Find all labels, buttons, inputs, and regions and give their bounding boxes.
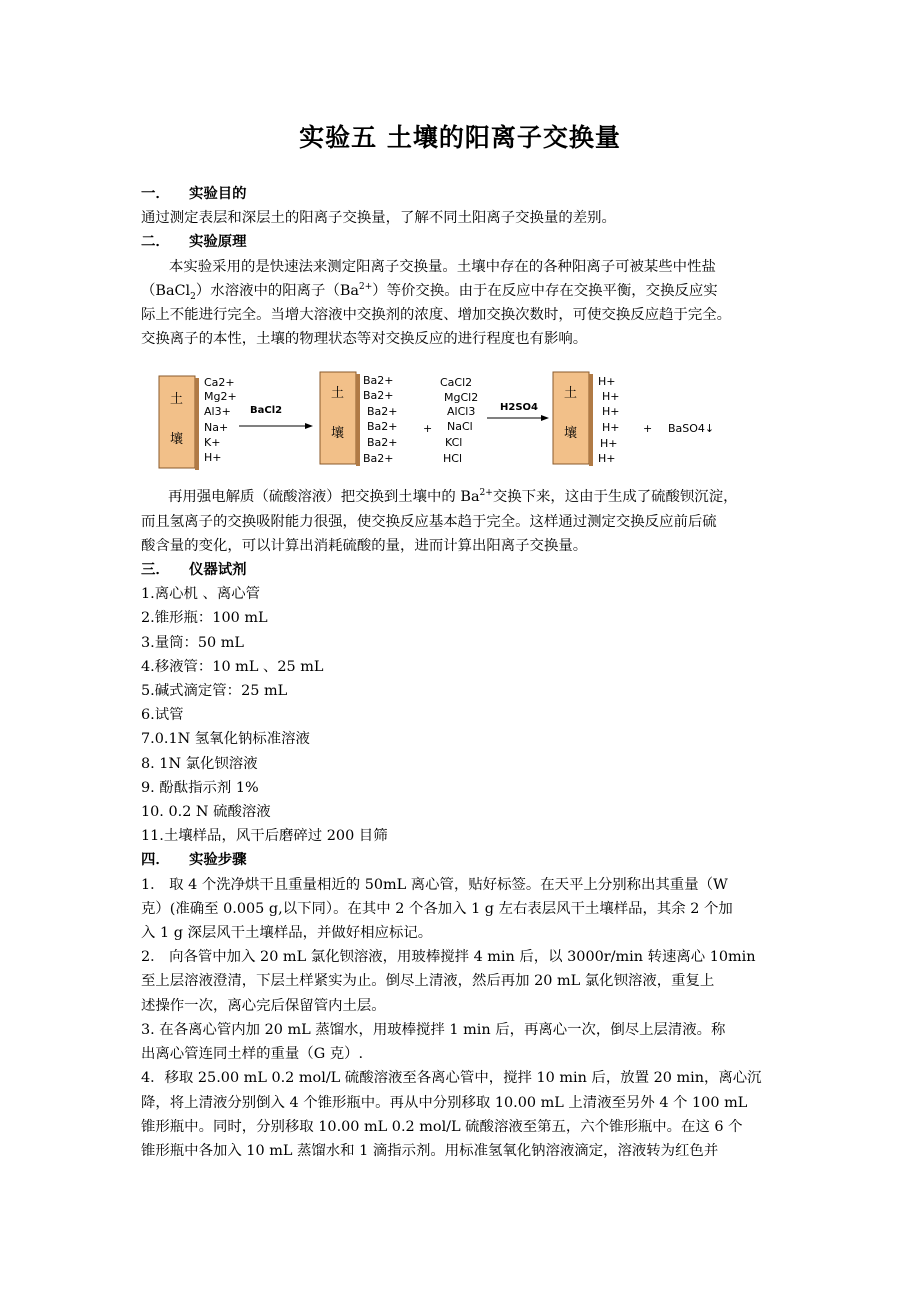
- product-label: NaCl: [447, 420, 473, 433]
- text-span: 再用强电解质（硫酸溶液）把交换到土壤中的 Ba: [168, 489, 480, 506]
- superscript: 2+: [358, 282, 373, 293]
- list-item: 5.碱式滴定管：25 mL: [141, 683, 288, 700]
- procedure-line: 1． 取 4 个洗净烘干且重量相近的 50mL 离心管，贴好标签。在天平上分别称出其重量（W: [141, 876, 728, 893]
- section-heading-principle: [141, 230, 785, 254]
- soil-label: 壤: [170, 432, 184, 447]
- soil-box: [320, 372, 360, 466]
- ion-label: Ba2+: [367, 405, 398, 418]
- list-item: 10. 0.2 N 硫酸溶液: [141, 804, 271, 821]
- product-label: AlCl3: [447, 405, 476, 418]
- ion-label: Ba2+: [363, 389, 394, 402]
- plus-sign: +: [643, 422, 653, 435]
- section-number: 一．: [141, 185, 170, 202]
- procedure-line: 述操作一次，离心完后保留管内土层。: [141, 997, 386, 1014]
- section-title: 实验原理: [189, 233, 247, 251]
- procedure-line: 克）(准确至 0.005 g,以下同）。在其中 2 个各加入 1 g 左右表层风干土壤样品，其余 2 个加: [141, 900, 733, 917]
- document-body: [141, 182, 785, 1163]
- principle-line: 酸含量的变化，可以计算出消耗硫酸的量，进而计算出阳离子交换量。: [141, 537, 588, 554]
- principle-line: 际上不能进行完全。当增大溶液中交换剂的浓度、增加交换次数时，可使交换反应趋于完全。: [141, 307, 732, 324]
- section-heading-procedure: [141, 848, 785, 872]
- ion-label: H+: [204, 451, 222, 464]
- diagram-svg: [155, 365, 745, 475]
- soil-label: 壤: [331, 426, 345, 441]
- section-title: 实验步骤: [189, 851, 247, 869]
- text-span: （BaCl: [141, 282, 191, 299]
- arrow-head: [305, 423, 313, 429]
- list-item: 6.试管: [141, 707, 184, 724]
- section-title: 实验目的: [189, 185, 247, 202]
- soil-shadow: [356, 374, 360, 466]
- product-label: KCl: [445, 436, 463, 449]
- section-heading-purpose: [141, 182, 785, 206]
- soil-label: 土: [564, 386, 578, 401]
- section-heading-equipment: [141, 558, 785, 582]
- section-number: 三．: [141, 561, 170, 579]
- ion-label: Ba2+: [363, 374, 394, 387]
- ion-label: H+: [602, 405, 620, 418]
- list-item: 2.锥形瓶：100 mL: [141, 610, 268, 627]
- principle-line: 交换离子的本性，土壤的物理状态等对交换反应的进行程度也有影响。: [141, 331, 588, 348]
- principle-line: [141, 279, 785, 303]
- arrow-head: [541, 415, 549, 421]
- ion-exchange-diagram: [155, 365, 745, 475]
- list-item: 1.离心机 、离心管: [141, 586, 261, 603]
- procedure-line: 降，将上清液分别倒入 4 个锥形瓶中。再从中分别移取 10.00 mL 上清液至另外 4 个 100 mL: [141, 1094, 748, 1111]
- product-label: MgCl2: [444, 391, 479, 404]
- list-item: 11.土壤样品，风干后磨碎过 200 目筛: [141, 828, 388, 845]
- superscript: 2+: [479, 488, 493, 499]
- ion-label: Mg2+: [204, 390, 237, 403]
- ion-label: K+: [204, 436, 221, 449]
- procedure-line: 出离心管连同土样的重量（G 克）.: [141, 1046, 364, 1063]
- soil-label: 土: [170, 392, 184, 407]
- procedure-line: 锥形瓶中各加入 10 mL 蒸馏水和 1 滴指示剂。用标准氢氧化钠溶液滴定，溶液转为红色并: [141, 1142, 719, 1159]
- ion-label: Ca2+: [204, 376, 235, 389]
- soil-box: [553, 372, 593, 466]
- soil-label: 土: [331, 386, 345, 401]
- ion-label: H+: [598, 375, 616, 388]
- procedure-line: 至上层溶液澄清，下层土样紧实为止。倒尽上清液，然后再加 20 mL 氯化钡溶液，重复上: [141, 973, 715, 990]
- list-item: 4.移液管：10 mL 、25 mL: [141, 658, 324, 675]
- chloride-products: [440, 376, 478, 465]
- product-label: HCl: [443, 452, 463, 465]
- reagent-label: BaCl2: [250, 405, 283, 416]
- section-number: 二．: [141, 233, 170, 251]
- soil-label: 壤: [564, 426, 578, 441]
- ion-label: Ba2+: [367, 420, 398, 433]
- section-title: 仪器试剂: [189, 561, 247, 579]
- text-span: ）等价交换。由于在反应中存在交换平衡，交换反应实: [372, 282, 718, 299]
- plus-sign: +: [423, 422, 433, 435]
- reagent-label: H2SO4: [500, 402, 538, 413]
- principle-line: [141, 485, 785, 509]
- procedure-line: 2． 向各管中加入 20 mL 氯化钡溶液，用玻棒搅拌 4 min 后，以 3000r/min 转速离心 10min: [141, 949, 756, 966]
- ion-label: Ba2+: [367, 436, 398, 449]
- procedure-line: 锥形瓶中。同时，分别移取 10.00 mL 0.2 mol/L 硫酸溶液至第五，六个锥形瓶中。在这 6 个: [141, 1118, 743, 1135]
- principle-line: 本实验采用的是快速法来测定阳离子交换量。土壤中存在的各种阳离子可被某些中性盐: [169, 258, 716, 275]
- subscript: 2: [190, 291, 196, 302]
- soil-box: [159, 376, 199, 470]
- text-span: ）水溶液中的阳离子（Ba: [195, 282, 359, 299]
- ion-label: Ba2+: [363, 452, 394, 465]
- text-span: 交换下来，这由于生成了硫酸钡沉淀，: [492, 489, 738, 506]
- list-item: 7.0.1N 氢氧化钠标准溶液: [141, 731, 310, 748]
- list-item: 9. 酚酞指示剂 1%: [141, 779, 259, 796]
- product-label: BaSO4↓: [668, 422, 715, 435]
- list-item: 8. 1N 氯化钡溶液: [141, 755, 258, 772]
- page-title: 实验五 土壤的阳离子交换量: [299, 123, 621, 152]
- purpose-text: 通过测定表层和深层土的阳离子交换量，了解不同土阳离子交换量的差别。: [141, 210, 616, 227]
- procedure-text: [141, 873, 785, 1163]
- section-number: 四．: [141, 851, 170, 869]
- ion-label: H+: [600, 437, 618, 450]
- ion-label: H+: [602, 421, 620, 434]
- ion-label: Na+: [204, 421, 229, 434]
- ion-label: H+: [602, 390, 620, 403]
- ion-label: Al3+: [204, 405, 231, 418]
- soil-shadow: [589, 374, 593, 466]
- soil-shadow: [195, 378, 199, 470]
- list-item: 3.量筒：50 mL: [141, 634, 244, 651]
- product-label: CaCl2: [440, 376, 473, 389]
- initial-ions: [204, 376, 237, 464]
- barium-ions: [363, 374, 398, 465]
- soil-block: [159, 376, 195, 468]
- ion-label: H+: [598, 452, 616, 465]
- procedure-line: 4．移取 25.00 mL 0.2 mol/L 硫酸溶液至各离心管中，搅拌 10 min 后，放置 20 min，离心沉: [141, 1070, 762, 1087]
- equipment-list: [141, 582, 785, 848]
- procedure-line: 3. 在各离心管内加 20 mL 蒸馏水，用玻棒搅拌 1 min 后，再离心一次，倒尽上层清液。称: [141, 1021, 726, 1038]
- hydrogen-ions: [598, 375, 620, 465]
- procedure-line: 入 1 g 深层风干土壤样品，并做好相应标记。: [141, 925, 433, 942]
- principle-line: 而且氢离子的交换吸附能力很强，使交换反应基本趋于完全。这样通过测定交换反应前后硫: [141, 513, 717, 530]
